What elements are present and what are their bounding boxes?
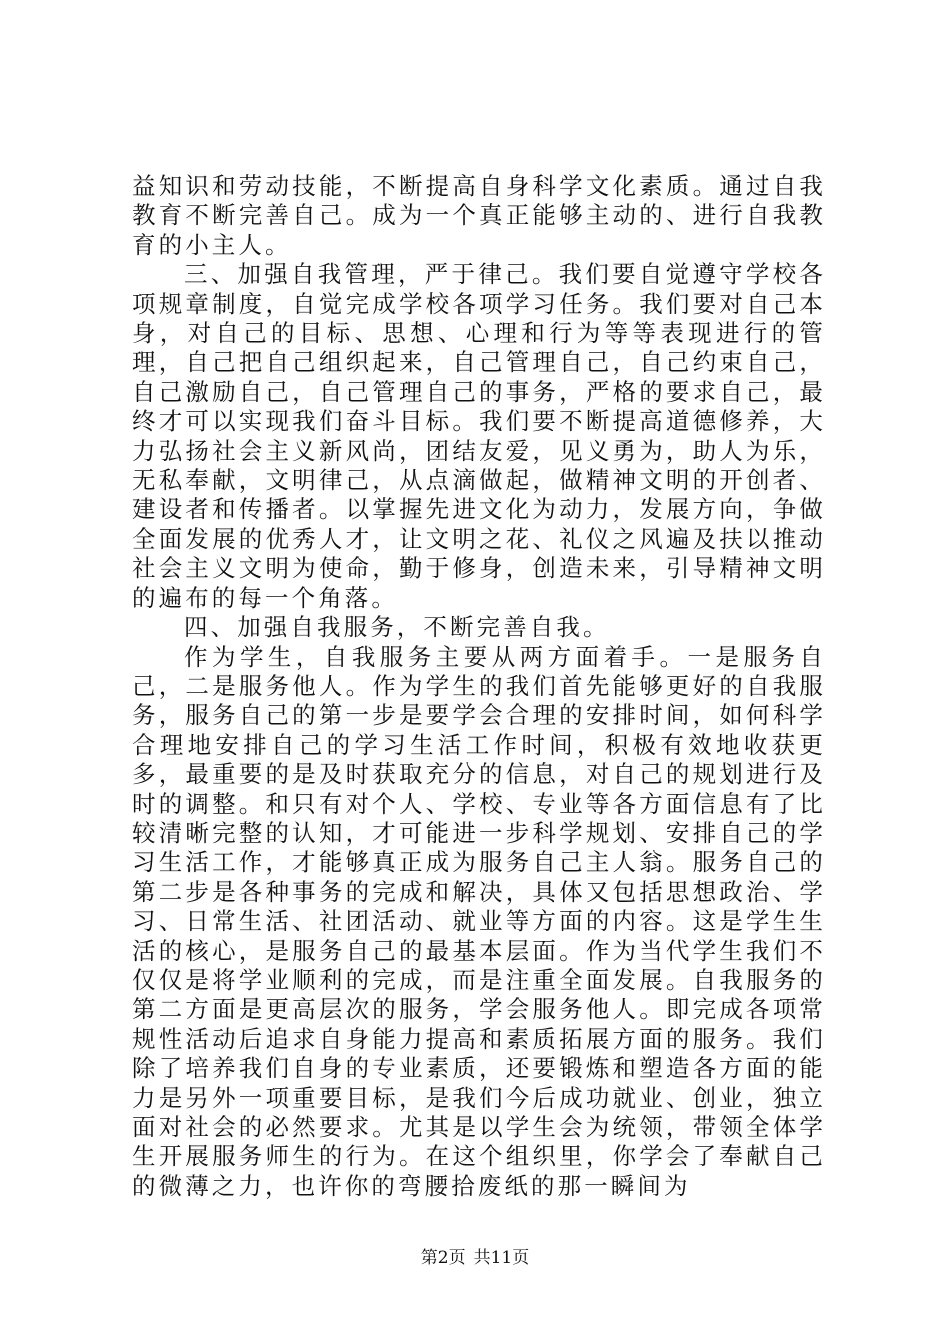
paragraph-3: 四、加强自我服务，不断完善自我。 <box>184 613 610 642</box>
paragraph-4: 作为学生，自我服务主要从两方面着手。一是服务自己，二是服务他人。作为学生的我们首先能够更好的自我服务，服务自己的第一步是要学会合理的安排时间，如何科学合理地安排自己的学习生活工作时间，积极有效地收获更多，最重要的是及时获取充分的信息，对自己的规划进行及时的调整。和只有对个人、学校、专业等各方面信息有了比较清晰完整的认知，才可能进一步科学规划、安排自己的学习生活工作，才能够真正成为服务自己主人翁。服务自己的第二步是各种事务的完成和解决，具体又包括思想政治、学习、日常生活、社团活动、就业等方面的内容。这是学生生活的核心，是服务自己的最基本层面。作为当代学生我们不仅仅是将学业顺利的完成，而是注重全面发展。自我服务的第二方面是更高层次的服务，学会服务他人。即完成各项常规性活动后追求自身能力提高和素质拓展方面的服务。我们除了培养我们自身的专业素质，还要锻炼和塑造各方面的能力是另外一项重要目标，是我们今后成功就业、创业，独立面对社会的必然要求。尤其是以学生会为统领，带领全体学生开展服务师生的行为。在这个组织里，你学会了奉献自己的微薄之力，也许你的弯腰拾废纸的那一瞬间为 <box>132 642 826 1200</box>
page-footer <box>0 1243 950 1268</box>
page-number: 第2页 <box>420 1248 466 1268</box>
paragraph-2: 三、加强自我管理，严于律己。我们要自觉遵守学校各项规章制度，自觉完成学校各项学习任务。我们要对自己本身，对自己的目标、思想、心理和行为等等表现进行的管理，自己把自己组织起来，自己管理自己，自己约束自己，自己激励自己，自己管理自己的事务，严格的要求自己，最终才可以实现我们奋斗目标。我们要不断提高道德修养，大力弘扬社会主义新风尚，团结友爱，见义勇为，助人为乐，无私奉献，文明律己，从点滴做起，做精神文明的开创者、建设者和传播者。以掌握先进文化为动力，发展方向，争做全面发展的优秀人才，让文明之花、礼仪之风遍及扶以推动社会主义文明为使命，勤于修身，创造未来，引导精神文明的遍布的每一个角落。 <box>132 260 826 612</box>
paragraph-1: 益知识和劳动技能，不断提高自身科学文化素质。通过自我教育不断完善自己。成为一个真正能够主动的、进行自我教育的小主人。 <box>132 172 826 259</box>
document-body <box>132 172 826 1201</box>
page-total: 共11页 <box>473 1248 530 1268</box>
